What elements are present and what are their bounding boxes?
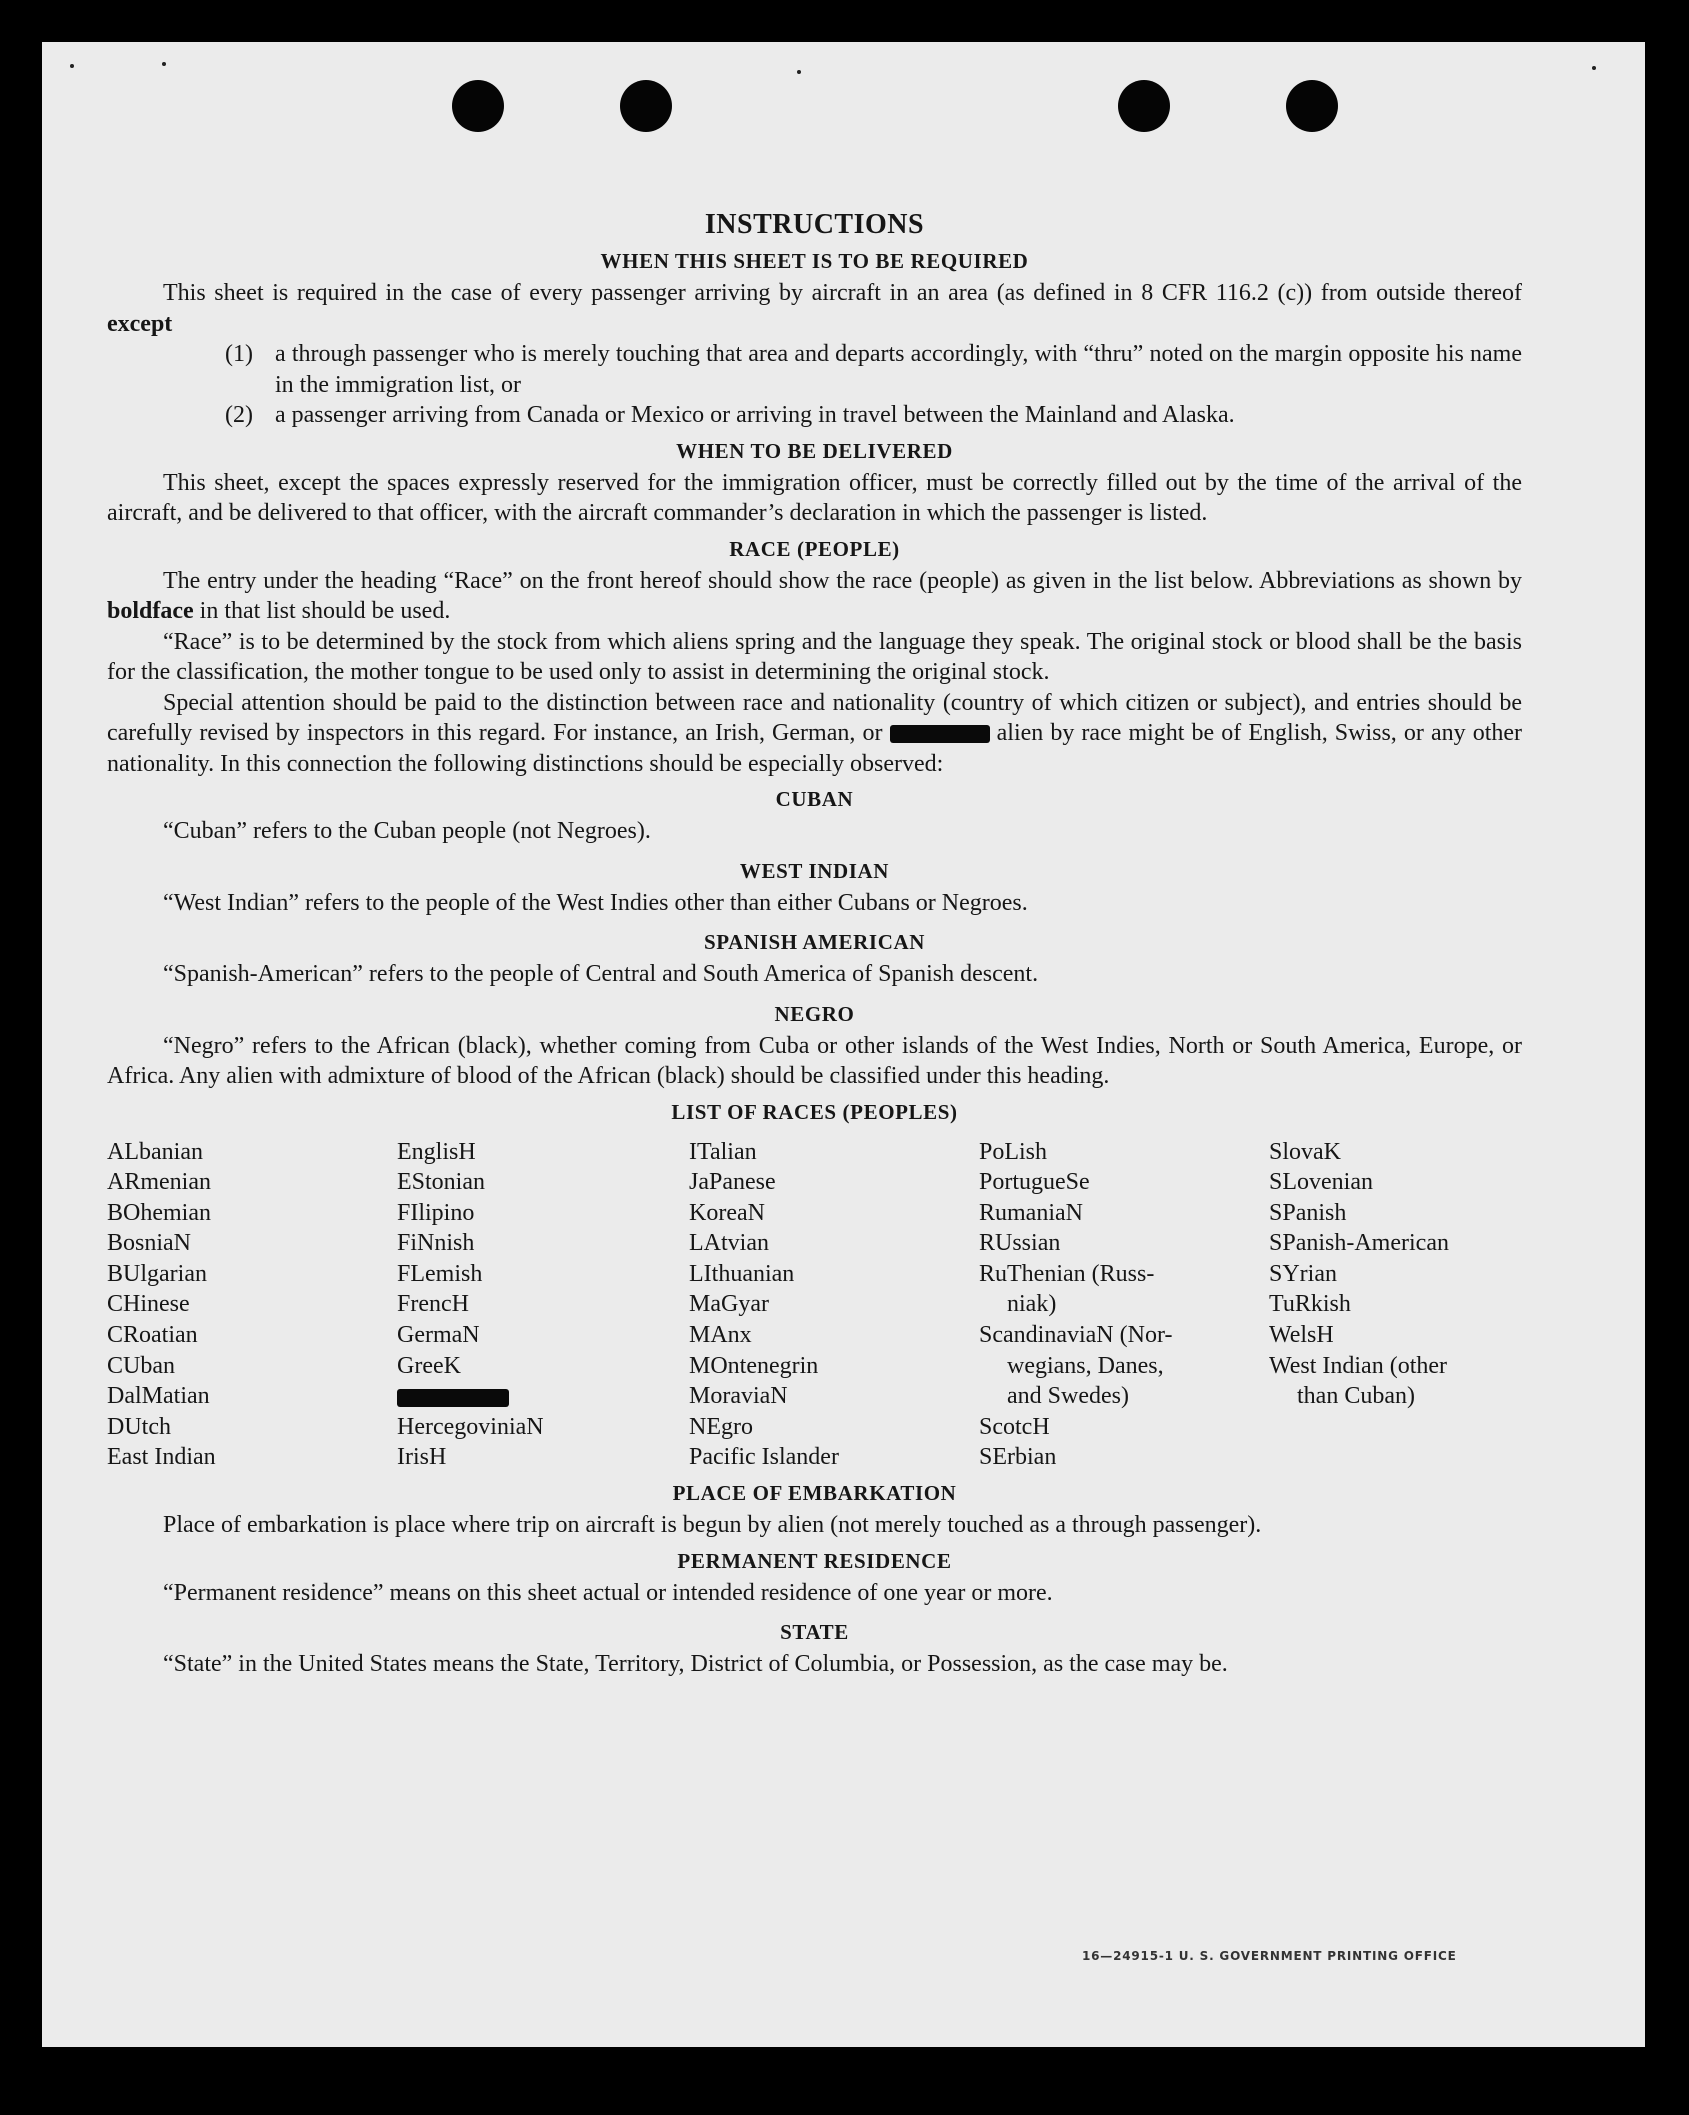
race-entry-redacted (397, 1381, 689, 1412)
race-entry: FLemish (397, 1260, 483, 1287)
race-entry: IrisH (397, 1444, 447, 1471)
instructions-body (107, 167, 1522, 1680)
para-race-1: The entry under the heading “Race” on the front hereof should show the race (people) as given in the list below. Abbreviations as shown by boldface in that list should be used. (107, 567, 1522, 624)
race-entry: GreeK (397, 1352, 461, 1379)
races-column (979, 1137, 1269, 1474)
race-entry: CUban (107, 1352, 175, 1379)
para-residence: “Permanent residence” means on this sheet actual or intended residence of one year or more. (163, 1579, 1053, 1606)
race-entry: SPanish (1269, 1199, 1347, 1226)
race-entry: BosniaN (107, 1230, 191, 1257)
heading-cuban: CUBAN (775, 787, 854, 811)
race-entry: niak) (1007, 1291, 1057, 1318)
race-entry: MAnx (689, 1322, 752, 1349)
race-entry: PoLish (979, 1138, 1048, 1165)
race-entry: SYrian (1269, 1260, 1337, 1287)
redaction-mark (890, 725, 990, 743)
race-entry: TuRkish (1269, 1291, 1351, 1318)
heading-delivered: WHEN TO BE DELIVERED (676, 438, 953, 463)
race-entry: East Indian (107, 1444, 216, 1471)
race-entry: BOhemian (107, 1199, 211, 1226)
speck (70, 64, 74, 68)
heading-residence: PERMANENT RESIDENCE (677, 1548, 952, 1573)
race-entry: LIthuanian (689, 1260, 795, 1287)
list-item: (1) a through passenger who is merely touching that area and departs accordingly, with “thru” noted on the margin opposite his name in the immigration list, or (225, 341, 1522, 398)
para-negro: “Negro” refers to the African (black), whether coming from Cuba or other islands of the West Indies, North or South America, Europe, or Africa. Any alien with admixture of blood of the African (black) should be classified under this heading. (107, 1032, 1522, 1089)
race-entry: ALbanian (107, 1138, 203, 1165)
race-entry: ITalian (689, 1138, 757, 1165)
heading-state: STATE (780, 1620, 849, 1645)
race-entry: ARmenian (107, 1169, 211, 1196)
heading-west-indian: WEST INDIAN (739, 858, 890, 883)
speck (797, 70, 801, 74)
races-column (397, 1137, 689, 1474)
race-entry: MaGyar (689, 1291, 769, 1318)
race-entry: DUtch (107, 1413, 171, 1440)
para-west-indian: “West Indian” refers to the people of the West Indies other than either Cubans or Negroes. (163, 889, 1028, 916)
race-entry: PortugueSe (979, 1169, 1090, 1196)
para-required: This sheet is required in the case of every passenger arriving by aircraft in an area (as defined in 8 CFR 116.2 (c)) from outside thereof except (107, 280, 1522, 337)
race-entry: ScotcH (979, 1413, 1050, 1440)
race-entry: wegians, Danes, (1007, 1352, 1164, 1379)
race-entry: Pacific Islander (689, 1444, 839, 1471)
para-race-3: Special attention should be paid to the distinction between race and nationality (country of which citizen or subject), and entries should be carefully revised by inspectors in this regard. For instance, an Irish, German, or alien by race might be of English, Swiss, or any other nationality. In this connection the following distinctions should be especially observed: (107, 689, 1523, 777)
heading-races-list: LIST OF RACES (PEOPLES) (671, 1099, 958, 1124)
race-entry: EnglisH (397, 1138, 476, 1165)
race-entry: LAtvian (689, 1230, 769, 1257)
page-title: INSTRUCTIONS (704, 209, 925, 240)
race-entry: SlovaK (1269, 1138, 1341, 1165)
punch-hole (1286, 80, 1338, 132)
race-entry: NEgro (689, 1413, 753, 1440)
race-entry: MoraviaN (689, 1383, 788, 1410)
para-state: “State” in the United States means the State, Territory, District of Columbia, or Possession, as the case may be. (163, 1651, 1228, 1678)
race-entry: SPanish-American (1269, 1230, 1449, 1257)
heading-spanish-american: SPANISH AMERICAN (704, 930, 925, 954)
race-entry: JaPanese (689, 1169, 776, 1196)
punch-hole (1118, 80, 1170, 132)
race-entry: than Cuban) (1297, 1383, 1415, 1410)
race-entry: SErbian (979, 1444, 1057, 1471)
race-entry: KoreaN (689, 1199, 765, 1226)
speck (1592, 66, 1596, 70)
race-entry: CHinese (107, 1291, 190, 1318)
race-entry: RumaniaN (979, 1199, 1083, 1226)
printer-imprint: 16—24915-1 U. S. GOVERNMENT PRINTING OFFICE (1082, 1949, 1457, 1963)
list-item: (2) a passenger arriving from Canada or Mexico or arriving in travel between the Mainland and Alaska. (225, 402, 1235, 428)
document-page (42, 42, 1645, 2047)
race-entry: RUssian (979, 1230, 1061, 1257)
race-entry: SLovenian (1269, 1169, 1373, 1196)
race-entry: and Swedes) (1007, 1383, 1129, 1410)
race-entry: EStonian (397, 1169, 485, 1196)
race-entry: FrencH (397, 1291, 469, 1318)
punch-hole (452, 80, 504, 132)
race-entry: DalMatian (107, 1383, 210, 1410)
para-cuban: “Cuban” refers to the Cuban people (not Negroes). (163, 818, 651, 844)
race-entry: FIlipino (397, 1199, 475, 1226)
races-column (107, 1137, 397, 1474)
heading-required: WHEN THIS SHEET IS TO BE REQUIRED (600, 249, 1029, 273)
para-delivered: This sheet, except the spaces expressly reserved for the immigration officer, must be correctly filled out by the time of the arrival of the aircraft, and be delivered to that officer, with the aircraft commander’s declaration in which the passenger is listed. (107, 469, 1522, 526)
race-entry: WelsH (1269, 1322, 1334, 1349)
heading-negro: NEGRO (774, 1001, 855, 1026)
para-race-2: “Race” is to be determined by the stock from which aliens spring and the language they speak. The original stock or blood shall be the basis for the classification, the mother tongue to be used only to assist in determining the original stock. (107, 628, 1522, 685)
heading-embarkation: PLACE OF EMBARKATION (672, 1481, 957, 1506)
race-entry: West Indian (other (1269, 1352, 1448, 1379)
heading-race: RACE (PEOPLE) (729, 536, 900, 561)
race-entry: BUlgarian (107, 1260, 207, 1287)
speck (162, 62, 166, 66)
punch-hole (620, 80, 672, 132)
race-entry: CRoatian (107, 1322, 198, 1349)
para-embarkation: Place of embarkation is place where trip on aircraft is begun by alien (not merely touched as a through passenger). (163, 1512, 1262, 1539)
race-entry: GermaN (397, 1322, 480, 1349)
races-column (1269, 1137, 1522, 1474)
race-entry: MOntenegrin (689, 1352, 819, 1379)
race-entry: RuThenian (Russ- (979, 1260, 1155, 1287)
races-list (107, 1137, 1522, 1474)
race-entry: ScandinaviaN (Nor- (979, 1322, 1173, 1349)
race-entry: FiNnish (397, 1230, 475, 1257)
race-entry: HercegoviniaN (397, 1413, 544, 1440)
races-column (689, 1137, 979, 1474)
para-spanish-american: “Spanish-American” refers to the people of Central and South America of Spanish descent. (163, 961, 1039, 987)
redaction-mark (397, 1389, 509, 1407)
